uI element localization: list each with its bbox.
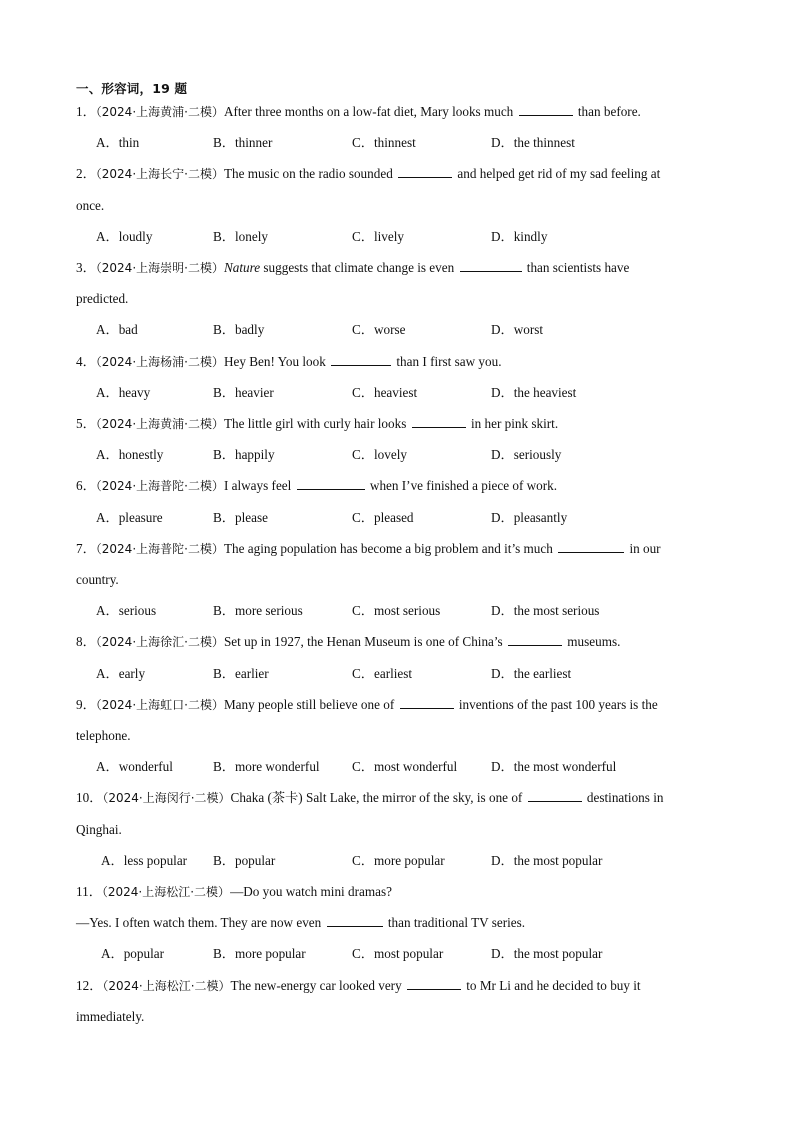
question-source: （2024·上海长宁·二模）	[95, 167, 224, 181]
question-text: than I first saw you.	[396, 354, 502, 369]
answer-blank[interactable]	[558, 541, 624, 553]
answer-blank[interactable]	[327, 915, 383, 927]
answer-blank[interactable]	[398, 166, 452, 178]
option-b[interactable]: B．lonely	[213, 229, 268, 244]
option-c[interactable]: C．worse	[352, 322, 406, 337]
option-d[interactable]: D．kindly	[491, 229, 548, 244]
answer-blank[interactable]	[297, 478, 365, 490]
question-number: 3．	[76, 260, 96, 275]
question-number: 4．	[76, 354, 96, 369]
question-text: suggests that climate change is even	[263, 260, 455, 275]
question-text: The music on the radio sounded	[223, 166, 393, 181]
question-source: （2024·上海徐汇·二模）	[95, 635, 224, 649]
option-a[interactable]: A．serious	[96, 603, 157, 618]
answer-blank[interactable]	[407, 978, 461, 990]
question-number: 10．	[76, 790, 103, 805]
question-italic-title: Nature	[223, 260, 261, 275]
option-b[interactable]: B．popular	[213, 853, 276, 868]
question-source: （2024·上海普陀·二模）	[95, 479, 224, 493]
question-text: in our	[629, 541, 661, 556]
question-text: inventions of the past 100 years is the	[458, 697, 658, 712]
option-d[interactable]: D．pleasantly	[491, 510, 568, 525]
question-3	[76, 260, 716, 276]
question-source: （2024·上海普陀·二模）	[95, 542, 224, 556]
option-c[interactable]: C．pleased	[352, 510, 414, 525]
question-text: to Mr Li and he decided to buy it	[466, 978, 641, 993]
question-number: 1．	[76, 104, 96, 119]
question-text: —Yes. I often watch them. They are now even	[76, 915, 322, 930]
question-4	[76, 354, 716, 370]
question-text: The new-energy car looked very	[230, 978, 402, 993]
question-text: in her pink skirt.	[470, 416, 559, 431]
question-11-reply	[76, 915, 525, 931]
option-a[interactable]: A．early	[96, 666, 146, 681]
question-source: （2024·上海崇明·二模）	[95, 261, 224, 275]
option-c[interactable]: C．lovely	[352, 447, 407, 462]
option-a[interactable]: A．wonderful	[96, 759, 173, 774]
question-8	[76, 634, 716, 650]
option-a[interactable]: A．pleasure	[96, 510, 163, 525]
answer-blank[interactable]	[460, 260, 522, 272]
option-c[interactable]: C．most serious	[352, 603, 441, 618]
option-d[interactable]: D．worst	[491, 322, 544, 337]
question-6	[76, 478, 716, 494]
question-source: （2024·上海松江·二模）	[102, 979, 231, 993]
question-continuation: Qinghai.	[76, 822, 122, 837]
question-12	[76, 978, 716, 994]
question-text: destinations in	[586, 790, 664, 805]
option-b[interactable]: B．more popular	[213, 946, 306, 961]
question-source: （2024·上海黄浦·二模）	[95, 417, 224, 431]
question-7	[76, 541, 716, 557]
question-source: （2024·上海闵行·二模）	[102, 791, 231, 805]
question-text: when I’ve finished a piece of work.	[369, 478, 558, 493]
question-number: 5．	[76, 416, 96, 431]
option-b[interactable]: B．happily	[213, 447, 275, 462]
question-source: （2024·上海松江·二模）	[101, 885, 231, 899]
answer-blank[interactable]	[508, 634, 562, 646]
question-text: than before.	[577, 104, 641, 119]
option-d[interactable]: D．the thinnest	[491, 135, 575, 150]
option-a[interactable]: A．less popular	[101, 853, 188, 868]
option-a[interactable]: A．honestly	[96, 447, 164, 462]
option-a[interactable]: A．loudly	[96, 229, 153, 244]
question-number: 2．	[76, 166, 96, 181]
option-d[interactable]: D．the most serious	[491, 603, 600, 618]
question-text: The aging population has become a big problem and it’s much	[223, 541, 553, 556]
option-b[interactable]: B．more wonderful	[213, 759, 320, 774]
option-b[interactable]: B．thinner	[213, 135, 273, 150]
question-continuation: predicted.	[76, 291, 129, 306]
question-source: （2024·上海杨浦·二模）	[95, 355, 224, 369]
option-a[interactable]: A．thin	[96, 135, 140, 150]
question-number: 11．	[76, 884, 102, 899]
question-11	[76, 884, 716, 900]
option-c[interactable]: C．more popular	[352, 853, 445, 868]
question-text: Hey Ben! You look	[223, 354, 326, 369]
question-5	[76, 416, 716, 432]
answer-blank[interactable]	[519, 104, 573, 116]
question-source: （2024·上海虹口·二模）	[95, 698, 224, 712]
option-a[interactable]: A．bad	[96, 322, 138, 337]
question-1	[76, 104, 716, 120]
option-c[interactable]: C．heaviest	[352, 385, 418, 400]
question-continuation: immediately.	[76, 1009, 145, 1024]
question-9	[76, 697, 716, 713]
option-a[interactable]: A．popular	[101, 946, 164, 961]
question-text: than scientists have	[526, 260, 630, 275]
question-text: The little girl with curly hair looks	[223, 416, 407, 431]
question-10	[76, 790, 716, 806]
question-text: museums.	[567, 634, 621, 649]
option-b[interactable]: B．earlier	[213, 666, 269, 681]
question-number: 7．	[76, 541, 96, 556]
option-c[interactable]: C．most wonderful	[352, 759, 458, 774]
question-number: 8．	[76, 634, 96, 649]
question-continuation: country.	[76, 572, 119, 587]
option-d[interactable]: D．the most popular	[491, 946, 603, 961]
question-text: Chaka (茶卡) Salt Lake, the mirror of the sky, is one of	[230, 790, 523, 805]
question-number: 9．	[76, 697, 96, 712]
option-c[interactable]: C．thinnest	[352, 135, 416, 150]
option-b[interactable]: B．badly	[213, 322, 265, 337]
question-number: 6．	[76, 478, 96, 493]
option-d[interactable]: D．the heaviest	[491, 385, 577, 400]
question-continuation: telephone.	[76, 728, 131, 743]
question-2	[76, 166, 716, 182]
option-d[interactable]: D．seriously	[491, 447, 562, 462]
question-text: and helped get rid of my sad feeling at	[457, 166, 661, 181]
question-number: 12．	[76, 978, 103, 993]
option-c[interactable]: C．most popular	[352, 946, 444, 961]
answer-blank[interactable]	[528, 790, 582, 802]
answer-blank[interactable]	[400, 697, 454, 709]
question-text: After three months on a low-fat diet, Mary looks much	[223, 104, 514, 119]
option-b[interactable]: B．more serious	[213, 603, 303, 618]
option-d[interactable]: D．the earliest	[491, 666, 572, 681]
answer-blank[interactable]	[412, 416, 466, 428]
section-title: 一、形容词，19 题	[76, 81, 188, 96]
question-text: —Do you watch mini dramas?	[230, 884, 392, 899]
option-b[interactable]: B．please	[213, 510, 268, 525]
question-text: Set up in 1927, the Henan Museum is one of China’s	[223, 634, 503, 649]
question-text: Many people still believe one of	[223, 697, 395, 712]
option-d[interactable]: D．the most wonderful	[491, 759, 617, 774]
option-a[interactable]: A．heavy	[96, 385, 151, 400]
question-text: I always feel	[223, 478, 292, 493]
question-continuation: once.	[76, 198, 105, 213]
option-b[interactable]: B．heavier	[213, 385, 274, 400]
question-text: than traditional TV series.	[387, 915, 526, 930]
option-c[interactable]: C．lively	[352, 229, 405, 244]
answer-blank[interactable]	[331, 354, 391, 366]
question-source: （2024·上海黄浦·二模）	[95, 105, 224, 119]
option-d[interactable]: D．the most popular	[491, 853, 603, 868]
option-c[interactable]: C．earliest	[352, 666, 413, 681]
